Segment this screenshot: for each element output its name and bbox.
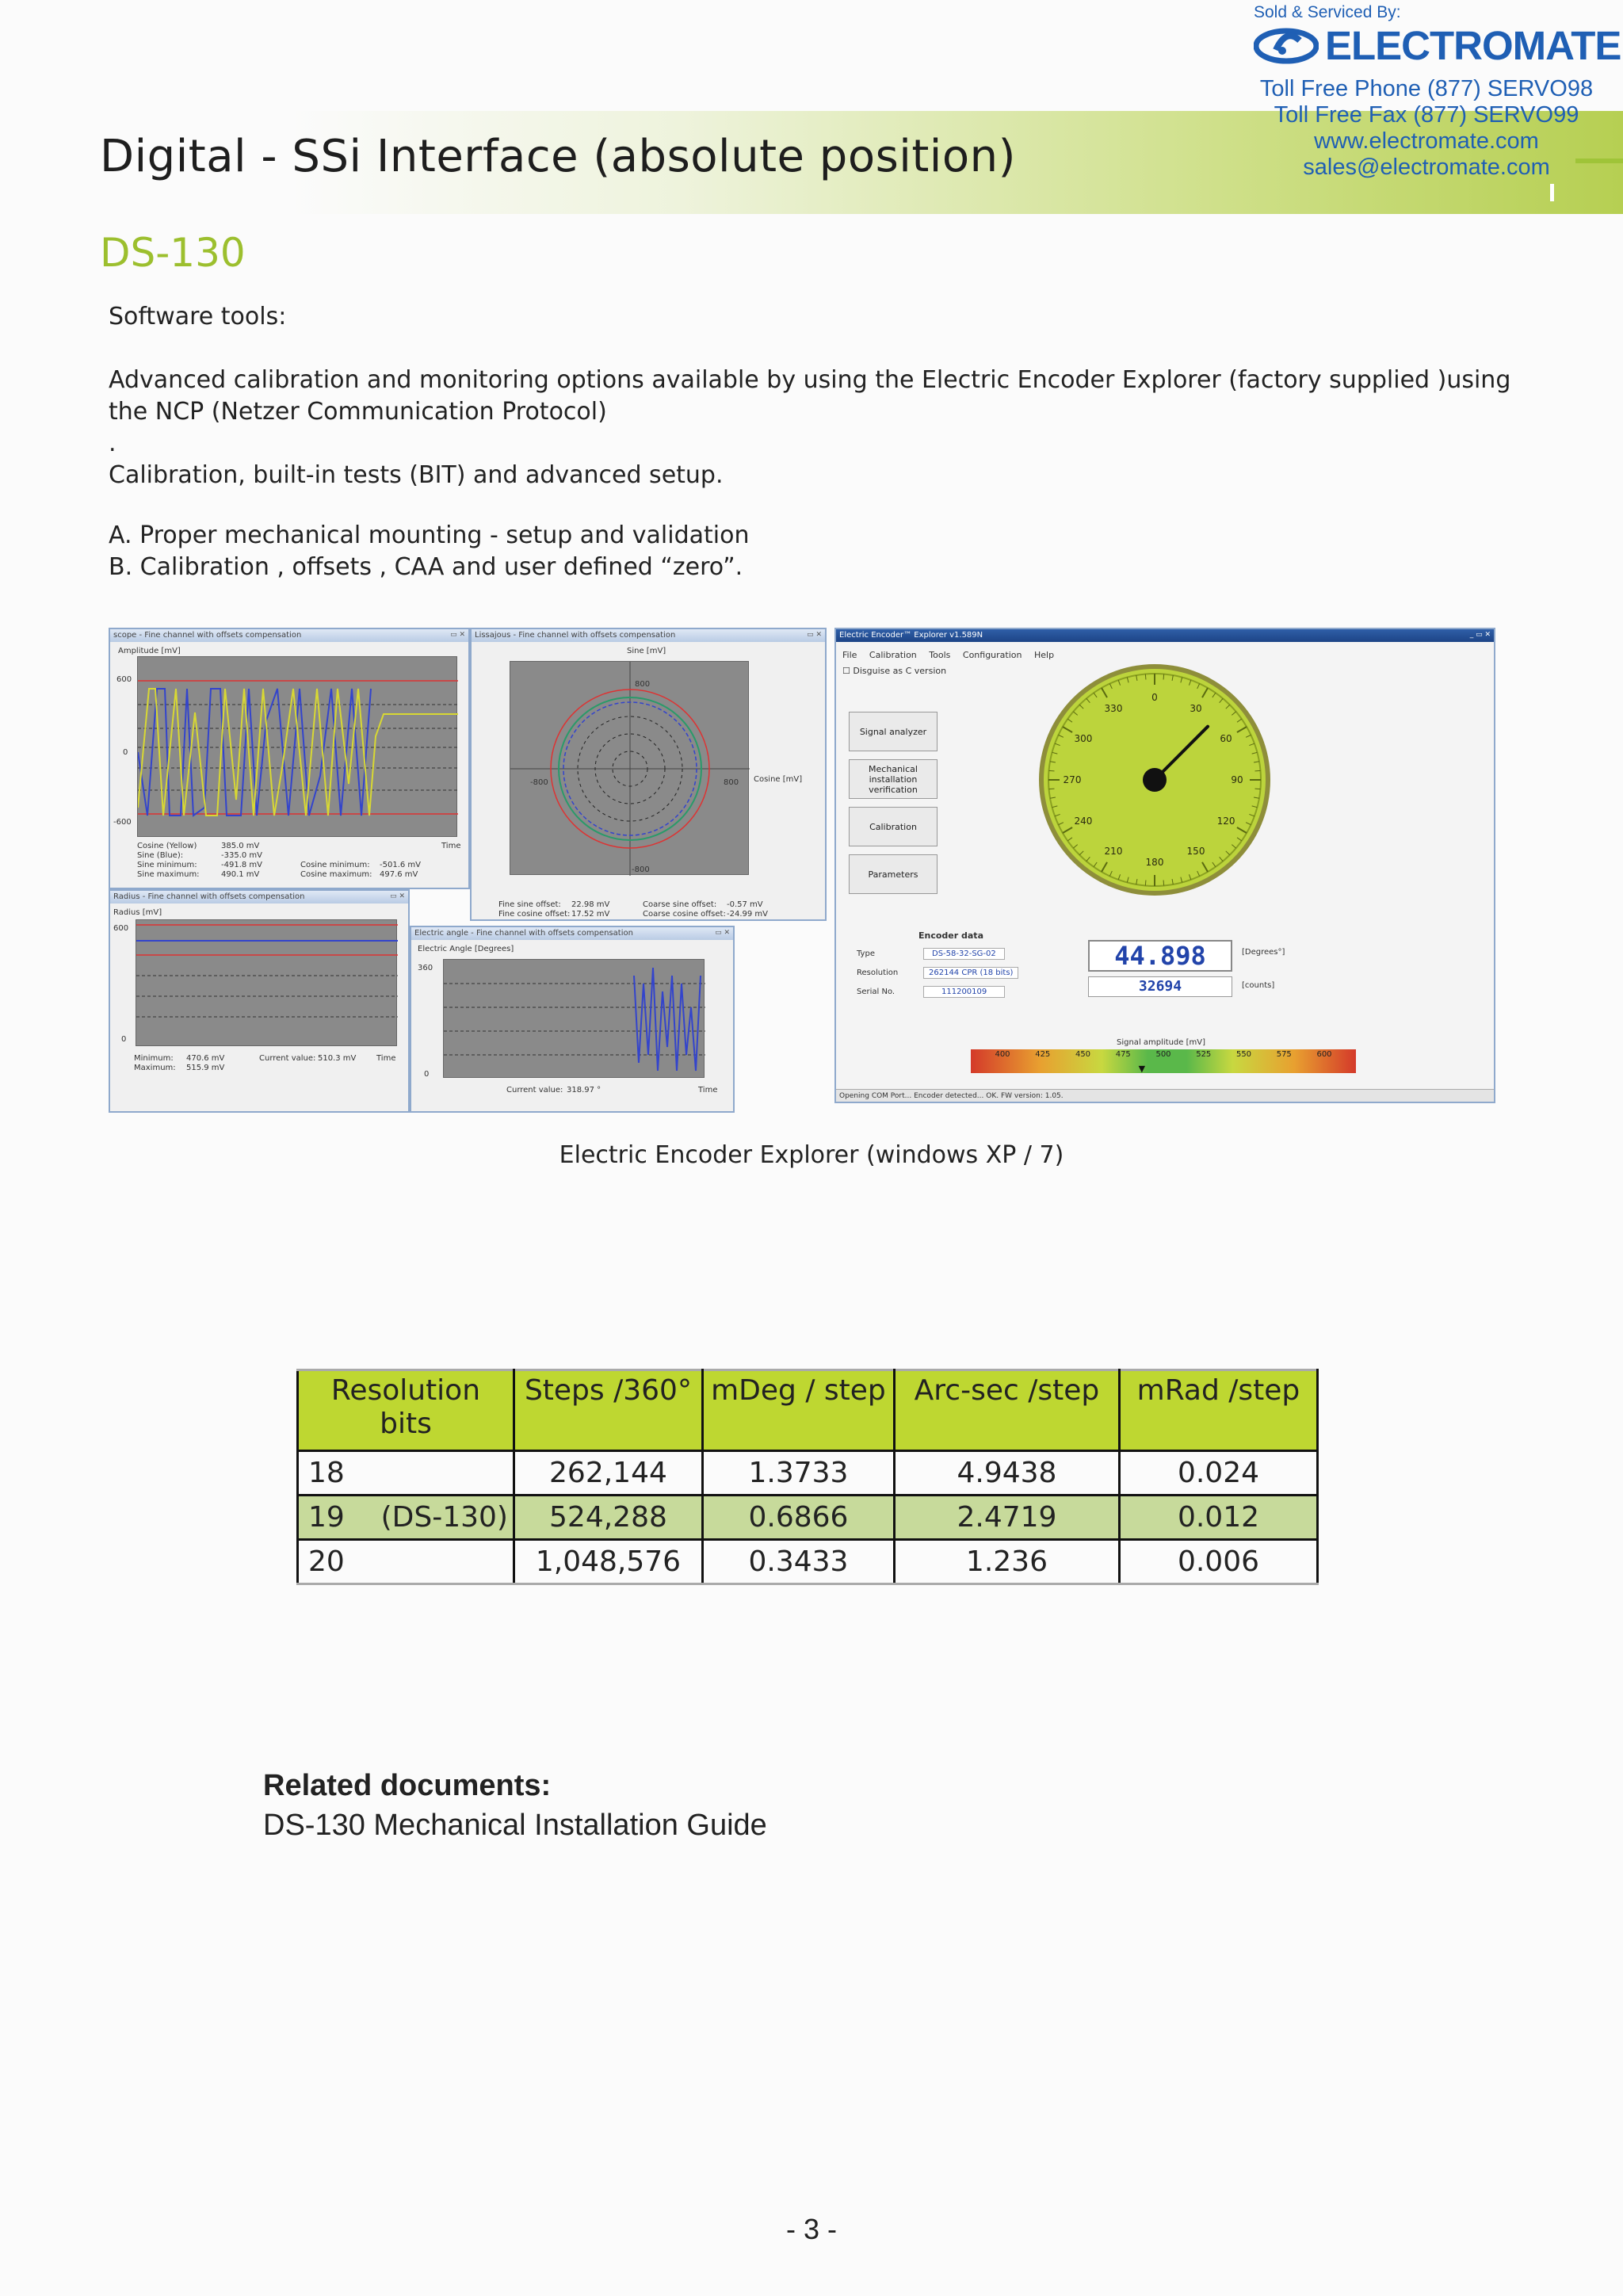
dial-tick-label: 330 xyxy=(1104,702,1123,714)
resolution-value: 262144 CPR (18 bits) xyxy=(923,967,1018,979)
dial-tick-label: 120 xyxy=(1216,816,1235,827)
page-number: - 3 - xyxy=(785,2213,837,2245)
time-label: Time xyxy=(441,842,461,850)
dial-tick xyxy=(1255,770,1261,771)
table-cell: 1.236 xyxy=(894,1540,1119,1584)
amp-pointer-icon: ▼ xyxy=(1138,1064,1146,1074)
angle-current: Current value: xyxy=(506,1086,563,1095)
angle-current-val: 318.97 ° xyxy=(567,1086,601,1095)
angle-plot xyxy=(443,959,705,1078)
dial-tick xyxy=(1163,674,1164,680)
amp-tick-label: 550 xyxy=(1235,1050,1252,1059)
intro-text xyxy=(109,301,1535,583)
table-cell: 1.3733 xyxy=(702,1451,894,1496)
dial-tick xyxy=(1145,881,1146,886)
degrees-unit: [Degrees°] xyxy=(1242,948,1285,957)
angle-window xyxy=(410,926,735,1113)
amp-tick-label: 400 xyxy=(995,1050,1010,1059)
radius-title: Radius - Fine channel with offsets compensation xyxy=(110,891,408,904)
table-row xyxy=(298,1451,1318,1496)
sine-blue-val: -335.0 mV xyxy=(221,851,262,860)
page-title: Digital - SSi Interface (absolute position) xyxy=(100,131,1016,182)
angle-time-label: Time xyxy=(698,1086,718,1095)
header-accent-bar xyxy=(1550,184,1554,201)
signal-amplitude-bar xyxy=(971,1049,1356,1073)
serial-label: Serial No. xyxy=(857,988,896,996)
menu-configuration[interactable]: Configuration xyxy=(962,650,1022,660)
explorer-window xyxy=(834,628,1495,1103)
calibration-line: Calibration, built-in tests (BIT) and advanced setup. xyxy=(109,461,724,489)
counts-readout: 32694 xyxy=(1088,976,1232,997)
vendor-fax: Toll Free Fax (877) SERVO99 xyxy=(1274,102,1579,128)
fine-sine-offset-val: 22.98 mV xyxy=(571,900,610,909)
advanced-line-1: Advanced calibration and monitoring options available by using the Electric Encoder Explorer (factory supplied )using xyxy=(109,366,1511,394)
status-bar: Opening COM Port... Encoder detected... OK. FW version: 1.05. xyxy=(836,1089,1494,1102)
col-mrad: mRad /step xyxy=(1119,1370,1317,1451)
type-value: DS-58-32-SG-02 xyxy=(923,948,1005,960)
window-buttons-icon[interactable]: ▭ ✕ xyxy=(450,631,465,639)
cos-min: Cosine minimum: xyxy=(300,861,370,869)
software-tools-heading: Software tools: xyxy=(109,303,287,330)
sine-min-val: -491.8 mV xyxy=(221,861,262,869)
fine-cos-offset-val: 17.52 mV xyxy=(571,910,610,919)
coarse-sine-offset: Coarse sine offset: xyxy=(643,900,717,909)
cosine-mv-label: Cosine [mV] xyxy=(754,775,803,784)
lissajous-plot xyxy=(510,661,749,875)
amp-tick-label: 500 xyxy=(1155,1050,1171,1059)
dial-hub xyxy=(1143,768,1167,792)
scope-waveform xyxy=(138,657,458,838)
window-buttons-icon[interactable]: ▭ ✕ xyxy=(390,892,405,900)
amplitude-label: Amplitude [mV] xyxy=(118,647,181,655)
radius-label: Radius [mV] xyxy=(113,908,162,917)
lissajous-curve xyxy=(510,662,750,876)
dial-tick-label: 90 xyxy=(1231,774,1243,785)
dial-tick-label: 60 xyxy=(1220,733,1232,744)
table-cell: 0.024 xyxy=(1119,1451,1317,1496)
lissajous-title: Lissajous - Fine channel with offsets compensation xyxy=(472,629,825,642)
dot-line: . xyxy=(109,430,116,457)
scope-title: scope - Fine channel with offsets compensation xyxy=(110,629,468,642)
maximum-val: 515.9 mV xyxy=(186,1064,225,1072)
dial-tick-label: 270 xyxy=(1063,774,1082,785)
disguise-label: Disguise as C version xyxy=(853,666,947,676)
product-id: DS-130 xyxy=(100,230,246,276)
r-tick-600: 600 xyxy=(113,924,129,933)
dial-tick-label: 240 xyxy=(1074,816,1093,827)
table-cell: 262,144 xyxy=(514,1451,702,1496)
related-title: Related documents: xyxy=(263,1769,552,1802)
table-cell: 1,048,576 xyxy=(514,1540,702,1584)
cosine-yellow: Cosine (Yellow) xyxy=(137,842,197,850)
menu-tools[interactable]: Tools xyxy=(929,650,951,660)
amp-tick-label: 575 xyxy=(1276,1050,1292,1059)
software-screenshot xyxy=(109,628,1495,1113)
type-label: Type xyxy=(857,949,875,958)
related-doc-link[interactable]: DS-130 Mechanical Installation Guide xyxy=(263,1809,767,1842)
table-cell: 0.006 xyxy=(1119,1540,1317,1584)
lissajous-window xyxy=(470,628,827,921)
encoder-data-heading: Encoder data xyxy=(918,930,983,941)
signal-amplitude-label: Signal amplitude [mV] xyxy=(1117,1038,1205,1047)
counts-unit: [counts] xyxy=(1242,981,1275,990)
a-tick-360: 360 xyxy=(418,964,433,972)
explorer-title: Electric Encoder™ Explorer v1.589N xyxy=(836,629,1494,642)
item-b: B. Calibration , offsets , CAA and user defined “zero”. xyxy=(109,553,743,581)
table-cell: 0.6866 xyxy=(702,1496,894,1540)
disguise-checkbox-row[interactable] xyxy=(842,666,946,676)
radius-window xyxy=(109,889,410,1113)
resolution-table xyxy=(296,1369,1319,1585)
coarse-cos-offset-val: -24.99 mV xyxy=(727,910,768,919)
sine-max-val: 490.1 mV xyxy=(221,870,260,879)
amp-tick-label: 425 xyxy=(1035,1050,1051,1059)
calibration-button[interactable]: Calibration xyxy=(849,807,938,846)
scope-window xyxy=(109,628,470,889)
coarse-sine-offset-val: -0.57 mV xyxy=(727,900,763,909)
menu-file[interactable]: File xyxy=(842,650,857,660)
vendor-web[interactable]: www.electromate.com xyxy=(1314,128,1539,154)
table-cell: 19 (DS-130) xyxy=(298,1496,514,1540)
table-cell: 0.3433 xyxy=(702,1540,894,1584)
angle-label: Electric Angle [Degrees] xyxy=(418,945,514,953)
col-arcsec: Arc-sec /step xyxy=(894,1370,1119,1451)
window-buttons-icon[interactable]: ▭ ✕ xyxy=(715,929,730,937)
table-header-row xyxy=(298,1370,1318,1451)
sine-blue: Sine (Blue): xyxy=(137,851,184,860)
radius-trace xyxy=(136,920,398,1047)
radius-time-label: Time xyxy=(376,1054,396,1063)
menu-help[interactable]: Help xyxy=(1034,650,1055,660)
cosine-yellow-val: 385.0 mV xyxy=(221,842,260,850)
screenshot-caption: Electric Encoder Explorer (windows XP / 7) xyxy=(559,1141,1064,1169)
mechanical-verification-button[interactable]: Mechanical installation verification xyxy=(849,759,938,799)
table-cell: 20 xyxy=(298,1540,514,1584)
dial-tick-label: 300 xyxy=(1074,733,1093,744)
related-documents xyxy=(263,1766,767,1845)
menu-bar xyxy=(842,650,1054,660)
sine-max: Sine maximum: xyxy=(137,870,200,879)
advanced-line-2: the NCP (Netzer Communication Protocol) xyxy=(109,398,607,426)
y-tick-neg600: -600 xyxy=(113,818,132,827)
table-row-highlighted xyxy=(298,1496,1318,1540)
dial-tick-label: 150 xyxy=(1186,846,1205,858)
sine-min: Sine minimum: xyxy=(137,861,197,869)
table-cell: 0.012 xyxy=(1119,1496,1317,1540)
radius-plot xyxy=(136,919,397,1046)
col-steps: Steps /360° xyxy=(514,1370,702,1451)
window-buttons-icon[interactable]: ▭ ✕ xyxy=(807,631,822,639)
fine-cos-offset: Fine cosine offset: xyxy=(498,910,571,919)
signal-analyzer-button[interactable]: Signal analyzer xyxy=(849,712,938,751)
table-cell: 524,288 xyxy=(514,1496,702,1540)
vendor-name: ELECTROMATE xyxy=(1325,23,1621,68)
amp-tick-label: 600 xyxy=(1316,1050,1332,1059)
table-cell: 18 xyxy=(298,1451,514,1496)
maximum: Maximum: xyxy=(134,1064,176,1072)
dial-tick-label: 180 xyxy=(1145,857,1164,868)
l-tick-800-top: 800 xyxy=(635,680,651,689)
item-a: A. Proper mechanical mounting - setup and validation xyxy=(109,521,750,549)
amp-tick-label: 450 xyxy=(1075,1050,1091,1059)
cos-min-val: -501.6 mV xyxy=(380,861,421,869)
fine-sine-offset: Fine sine offset: xyxy=(498,900,561,909)
dial-tick xyxy=(1145,674,1146,680)
vendor-sold-by: Sold & Serviced By: xyxy=(1254,3,1401,21)
radius-current: Current value: xyxy=(259,1054,316,1063)
cos-max: Cosine maximum: xyxy=(300,870,372,879)
angle-dial xyxy=(1036,661,1274,899)
col-mdeg: mDeg / step xyxy=(702,1370,894,1451)
degrees-readout: 44.898 xyxy=(1088,940,1232,972)
window-buttons-icon[interactable]: _ ▭ ✕ xyxy=(1469,631,1491,639)
radius-current-val: 510.3 mV xyxy=(318,1054,357,1063)
l-tick-neg800-bottom: -800 xyxy=(632,865,650,874)
table-row xyxy=(298,1540,1318,1584)
r-tick-0: 0 xyxy=(121,1035,127,1044)
table-cell: 4.9438 xyxy=(894,1451,1119,1496)
cos-max-val: 497.6 mV xyxy=(380,870,418,879)
minimum: Minimum: xyxy=(134,1054,174,1063)
scope-plot xyxy=(137,656,457,837)
amp-tick-label: 475 xyxy=(1115,1050,1131,1059)
sine-mv-label: Sine [mV] xyxy=(627,647,666,655)
dial-tick-label: 30 xyxy=(1190,702,1202,714)
dial-tick xyxy=(1049,770,1055,771)
angle-trace xyxy=(444,960,705,1079)
vendor-email[interactable]: sales@electromate.com xyxy=(1303,155,1550,180)
vendor-phone: Toll Free Phone (877) SERVO98 xyxy=(1259,76,1594,101)
col-resolution-bits: Resolution bits xyxy=(298,1370,514,1451)
table-cell: 2.4719 xyxy=(894,1496,1119,1540)
checkbox-icon[interactable]: ☐ xyxy=(842,666,850,676)
l-tick-neg800-left: -800 xyxy=(530,778,548,787)
resolution-label: Resolution xyxy=(857,968,899,977)
a-tick-0: 0 xyxy=(424,1070,430,1079)
amp-tick-label: 525 xyxy=(1196,1050,1212,1059)
dial-tick xyxy=(1163,881,1164,886)
serial-value: 111200109 xyxy=(923,986,1005,998)
dial-tick-label: 210 xyxy=(1104,846,1123,858)
electromate-logo-icon xyxy=(1254,26,1319,66)
minimum-val: 470.6 mV xyxy=(186,1054,225,1063)
coarse-cos-offset: Coarse cosine offset: xyxy=(643,910,726,919)
y-tick-0: 0 xyxy=(123,748,128,757)
parameters-button[interactable]: Parameters xyxy=(849,854,938,894)
angle-title: Electric angle - Fine channel with offsets compensation xyxy=(411,927,733,940)
l-tick-800-right: 800 xyxy=(724,778,739,787)
menu-calibration[interactable]: Calibration xyxy=(869,650,917,660)
dial-tick-label: 0 xyxy=(1151,692,1158,703)
y-tick-600: 600 xyxy=(116,675,132,684)
